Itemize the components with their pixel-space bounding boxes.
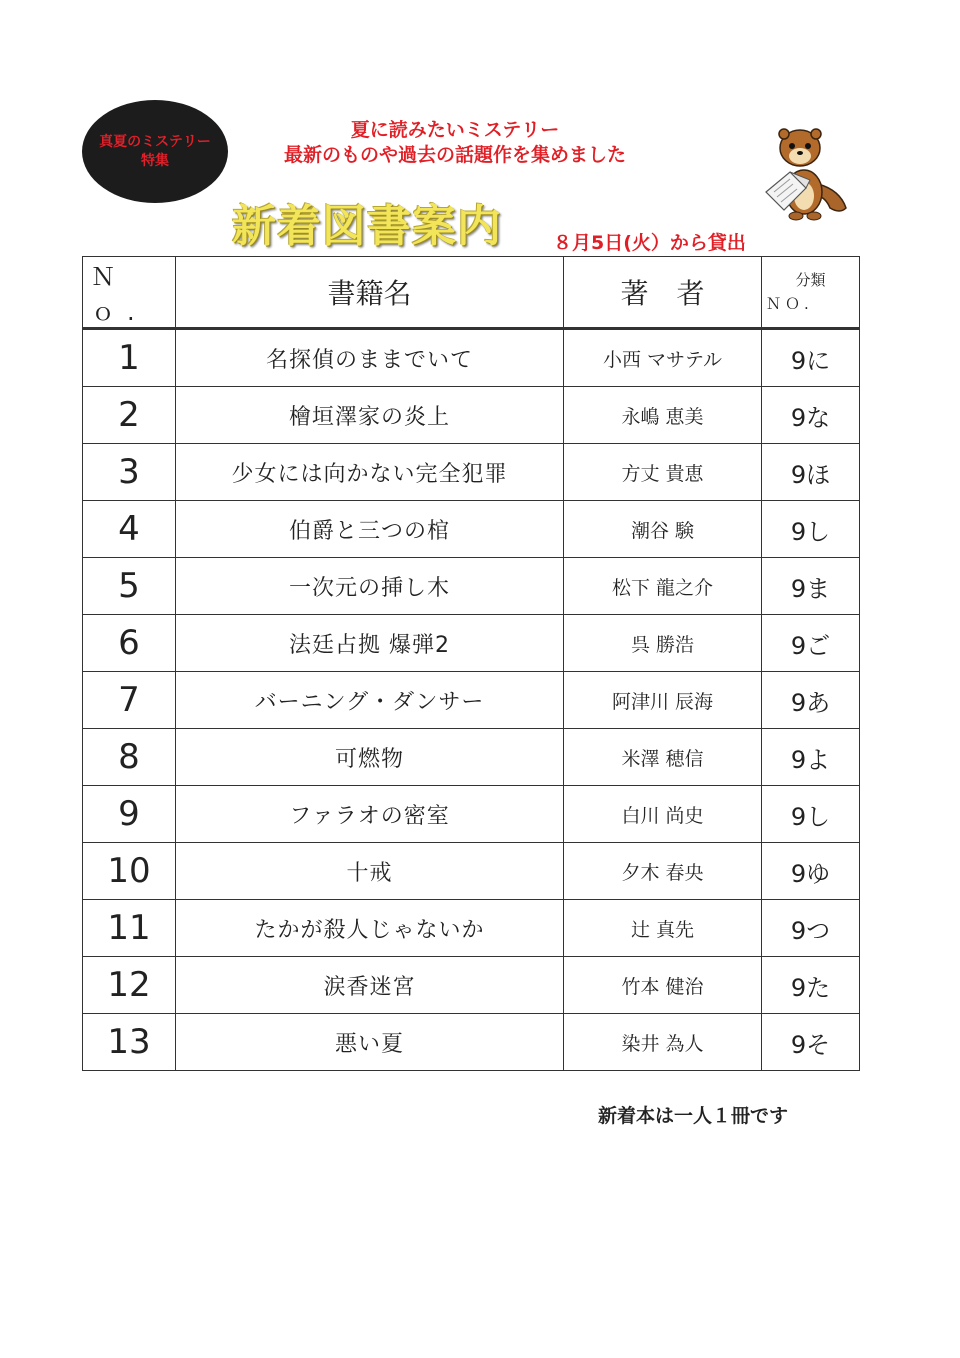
row-author: 白川 尚史 xyxy=(564,786,762,843)
row-author: 辻 真先 xyxy=(564,900,762,957)
row-class: 9ゆ xyxy=(762,843,860,900)
header-title: 書籍名 xyxy=(176,257,564,329)
row-class: 9し xyxy=(762,786,860,843)
row-no: 7 xyxy=(83,672,176,729)
table-row xyxy=(83,900,860,957)
row-title: 涙香迷宮 xyxy=(176,957,564,1014)
row-no: 1 xyxy=(83,329,176,387)
new-books-table xyxy=(82,256,860,1071)
row-title: 名探偵のままでいて xyxy=(176,329,564,387)
row-title: 檜垣澤家の炎上 xyxy=(176,387,564,444)
row-no: 6 xyxy=(83,615,176,672)
table-row xyxy=(83,387,860,444)
lending-date: ８月5日(火）から貸出 xyxy=(553,232,746,254)
row-title: 法廷占拠 爆弾2 xyxy=(176,615,564,672)
row-no: 13 xyxy=(83,1014,176,1071)
table-row xyxy=(83,501,860,558)
row-title: バーニング・ダンサー xyxy=(176,672,564,729)
row-author: 阿津川 辰海 xyxy=(564,672,762,729)
row-class: 9た xyxy=(762,957,860,1014)
row-class: 9に xyxy=(762,329,860,387)
table-row xyxy=(83,843,860,900)
row-title: ファラオの密室 xyxy=(176,786,564,843)
row-author: 染井 為人 xyxy=(564,1014,762,1071)
weasel-reading-newspaper-icon xyxy=(760,122,850,222)
badge-line1: 真夏のミステリー xyxy=(99,133,211,150)
row-author: 竹本 健治 xyxy=(564,957,762,1014)
row-author: 潮谷 験 xyxy=(564,501,762,558)
table-row xyxy=(83,444,860,501)
row-class: 9ほ xyxy=(762,444,860,501)
row-no: 10 xyxy=(83,843,176,900)
row-title: 可燃物 xyxy=(176,729,564,786)
row-no: 9 xyxy=(83,786,176,843)
subtitle-line2: 最新のものや過去の話題作を集めました xyxy=(283,144,626,166)
row-class: 9な xyxy=(762,387,860,444)
table-row xyxy=(83,729,860,786)
table-header-row xyxy=(83,257,860,329)
row-no: 12 xyxy=(83,957,176,1014)
row-author: 松下 龍之介 xyxy=(564,558,762,615)
header-class-line2: ＮＯ. xyxy=(766,295,813,313)
row-author: 米澤 穂信 xyxy=(564,729,762,786)
row-no: 11 xyxy=(83,900,176,957)
table-row xyxy=(83,672,860,729)
header-class xyxy=(762,257,860,329)
header-no: Ｎｏ. xyxy=(83,257,176,329)
row-title: 悪い夏 xyxy=(176,1014,564,1071)
row-title: 伯爵と三つの棺 xyxy=(176,501,564,558)
subtitle xyxy=(245,118,665,168)
row-class: 9ま xyxy=(762,558,860,615)
subtitle-line1: 夏に読みたいミステリー xyxy=(350,119,560,141)
row-title: 十戒 xyxy=(176,843,564,900)
table-row xyxy=(83,615,860,672)
page-title: 新着図書案内 xyxy=(232,201,502,252)
row-class: 9よ xyxy=(762,729,860,786)
header-author: 著 者 xyxy=(564,257,762,329)
row-title: たかが殺人じゃないか xyxy=(176,900,564,957)
row-author: 小西 マサテル xyxy=(564,329,762,387)
header-class-line1: 分類 xyxy=(795,271,826,289)
feature-badge xyxy=(82,100,228,203)
row-class: 9し xyxy=(762,501,860,558)
row-title: 一次元の挿し木 xyxy=(176,558,564,615)
row-class: 9つ xyxy=(762,900,860,957)
row-no: 2 xyxy=(83,387,176,444)
row-class: 9あ xyxy=(762,672,860,729)
row-class: 9そ xyxy=(762,1014,860,1071)
table-row xyxy=(83,957,860,1014)
row-no: 8 xyxy=(83,729,176,786)
row-author: 呉 勝浩 xyxy=(564,615,762,672)
badge-line2: 特集 xyxy=(141,152,169,169)
table-row xyxy=(83,558,860,615)
row-author: 方丈 貴恵 xyxy=(564,444,762,501)
row-title: 少女には向かない完全犯罪 xyxy=(176,444,564,501)
row-author: 夕木 春央 xyxy=(564,843,762,900)
table-row xyxy=(83,786,860,843)
row-no: 3 xyxy=(83,444,176,501)
table-row xyxy=(83,1014,860,1071)
row-no: 5 xyxy=(83,558,176,615)
borrow-limit-note: 新着本は一人１冊です xyxy=(598,1105,789,1127)
table-row xyxy=(83,329,860,387)
row-author: 永嶋 恵美 xyxy=(564,387,762,444)
row-class: 9ご xyxy=(762,615,860,672)
row-no: 4 xyxy=(83,501,176,558)
